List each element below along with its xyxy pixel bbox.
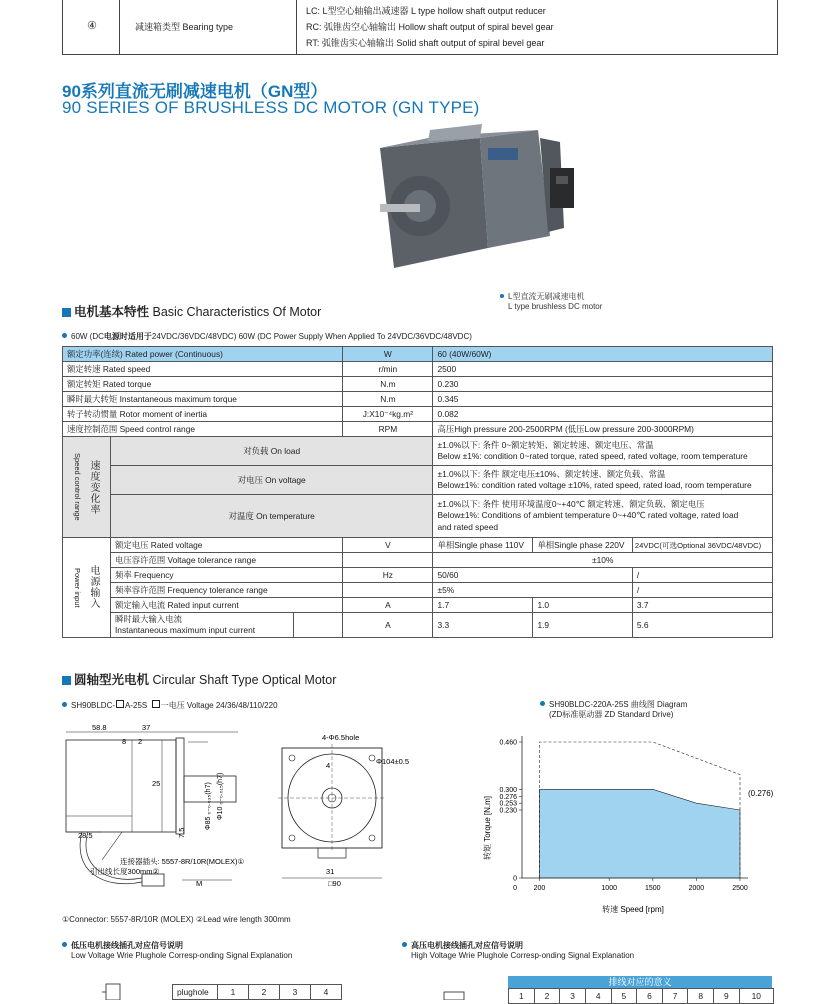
power-group-cell [63,538,111,638]
dim-label: 4-Φ6.5hole [322,733,360,742]
low-signal-table [172,984,342,1000]
col-cell: 5 [611,989,637,1004]
note-a: 60W (DC [71,332,104,341]
value-cell: 1.0 [533,598,632,613]
col-cell: 9 [714,989,740,1004]
box-icon [152,700,160,708]
connector-label: 连接器插头: 5557-8R/10R(MOLEX)① [120,857,245,866]
basic-heading [62,302,321,320]
dim-label: 8 [122,737,127,746]
bullet-icon [62,702,67,707]
bullet-icon [62,333,67,338]
x-tick-label: 2000 [688,885,705,892]
value-cell: 0.082 [433,407,773,422]
unit-cell: J:X10⁻⁴kg.m² [343,407,433,422]
section-square-icon [62,676,71,685]
low-plug-icon [98,980,128,1000]
value-cell: 24VDC(可选Optional 36VDC/48VDC) [632,538,772,553]
col-cell: 10 [739,989,773,1004]
motor-photo [370,108,600,288]
plughole-row [173,985,342,1000]
col-cell: 2 [534,989,560,1004]
power-row [63,598,773,613]
power-label: 电压容许范围 Voltage tolerance range [110,553,342,568]
unit-cell: Hz [343,568,433,583]
power-label: 额定电压 Rated voltage [110,538,342,553]
row-number: ④ [87,20,97,32]
power-label: 频率容许范围 Frequency tolerance range [110,583,342,598]
value-cell: ±5% [433,583,632,598]
col-cell: 2 [249,985,280,1000]
dim-label: Φ104±0.5 [376,757,410,766]
value-cell: ±10% [433,553,773,568]
bearing-type-table [62,0,778,55]
dim-label: 31 [326,867,335,876]
y-axis-label: 转矩 Torque [N.m] [483,795,492,861]
value-cell: 单相Single phase 220V [533,538,632,553]
signal-low-title: 低压电机接线插孔对应信号说明 Low Voltage Wrie Plughole Corresp-onding Signal Explanation [62,941,292,961]
unit-cell: N.m [343,377,433,392]
value-cell: 5.6 [632,613,772,638]
power-label: 频率 Frequency [110,568,342,583]
note-b: 电源时适用于 [103,332,152,341]
y-tick-label: 0.253 [499,800,517,808]
caption-cn: L型直流无刷减速电机 [508,292,585,301]
drawing-footnote: ①Connector: 5557-8R/10R (MOLEX) ②Lead wire length 300mm [62,915,291,924]
chart-plot [499,736,748,892]
unit-cell: A [343,613,433,638]
side-label: (0.276) [748,789,774,798]
dim-label: 25 [152,779,161,788]
x-tick-label: 2500 [732,885,748,892]
param-cell: 转子转动惯量 Rotor moment of inertia [63,407,343,422]
col-cell: 1 [509,989,535,1004]
dim-label: 37 [142,723,151,732]
param-cell: 额定转矩 Rated torque [63,377,343,392]
unit-cell [343,583,433,598]
y-tick-label: 0.300 [499,786,517,794]
value-cell: 单相Single phase 110V [433,538,533,553]
bearing-option: RT: 弧锥齿实心轴输出 Solid shaft output of spiral bevel gear [306,38,545,48]
speed-label-cell: 对电压 On voltage [110,466,433,495]
high-signal-table [508,988,774,1004]
dim-label: 7.5 [177,827,186,838]
origin-label: 0 [513,885,517,892]
value-cell: 0.230 [433,377,773,392]
y-tick-label: 0.460 [499,739,517,747]
title-en: 90 SERIES OF BRUSHLESS DC MOTOR (GN TYPE) [62,98,480,117]
col-cell: 3 [280,985,311,1000]
dim-label: 28.5 [78,831,93,840]
high-plug-icon [440,990,470,1000]
heading-en: Circular Shaft Type Optical Motor [152,673,337,687]
signal-high-title: 高压电机接线插孔对应信号说明 High Voltage Wrie Plughole Corresp-onding Signal Explanation [402,941,634,961]
title-cn: 90系列直流无刷减速电机（GN型） [62,82,328,101]
unit-cell: A [343,598,433,613]
lead-label: 引出线长度300mm② [90,867,160,876]
bullet-icon [540,701,545,706]
x-tick-label: 1500 [645,885,661,892]
speed-value-cell: ±1.0%以下: 条件 0~额定转矩、额定转速、额定电压、常温 Below ±1%: condition 0~rated torque, rated speed, rated voltage, room temperature [433,437,773,466]
col-cell: 3 [560,989,586,1004]
speed-group-en: Speed control range [72,453,82,521]
heading-cn: 电机基本特性 [74,305,150,319]
photo-caption [500,292,602,312]
dim-label: Φ10 ₀₋₀.₀₁₅(h7) [217,772,224,820]
continuous-area [539,789,740,878]
speed-row [63,466,773,495]
speed-label-cell: 对负载 On load [110,437,433,466]
power-row [63,553,773,568]
y-tick-label: 0.230 [499,807,517,815]
divider [119,0,120,54]
unit-cell: N.m [343,392,433,407]
value-cell: 50/60 [433,568,632,583]
spec-row [63,362,773,377]
power-group-cn: 电源输入 [87,565,99,610]
section-square-icon [62,308,71,317]
plughole-row [509,989,774,1004]
col-cell: 8 [688,989,714,1004]
spec-row [63,422,773,437]
front-view-drawing [268,728,418,888]
spec-row [63,407,773,422]
value-cell: 高压High pressure 200-2500RPM (低压Low pressure 200-3000RPM) [433,422,773,437]
col-cell: 6 [637,989,663,1004]
power-row [63,568,773,583]
param-cell: 瞬时最大转矩 Instantaneous maximum torque [63,392,343,407]
unit-cell: V [343,538,433,553]
bearing-option: RC: 弧锥齿空心轴输出 Hollow shaft output of spiral bevel gear [306,22,554,32]
value-cell: 60 (40W/60W) [433,347,773,362]
model-line: SH90BLDC- A-25S 一电压 Voltage 24/36/48/110/220 [62,700,278,711]
dim-label: 2 [138,737,143,746]
value-cell: 0.345 [433,392,773,407]
power-note [62,332,472,342]
bearing-type-label: 减速箱类型 Bearing type [135,22,234,32]
dim-label: 58.8 [92,723,107,732]
dim-label: M [196,879,203,888]
col-cell: 7 [662,989,688,1004]
param-cell: 额定功率(连续) Rated power (Continuous) [63,347,343,362]
col-cell: 1 [218,985,249,1000]
unit-cell: r/min [343,362,433,377]
speed-value-cell: ±1.0%以下: 条件 使用环境温度0~+40℃ 额定转速、额定负载、额定电压 Below±1%: Conditions of ambient temperature 0~+40℃ rated voltage, rated load and rated speed [433,495,773,538]
param-cell: 速度控制范围 Speed control range [63,422,343,437]
power-row [63,613,773,638]
col-cell: 4 [585,989,611,1004]
bearing-option: LC: L型空心轴输出减速器 L type hollow shaft output reducer [306,6,546,16]
circular-heading [62,670,336,688]
box-icon [116,700,124,708]
heading-en: Basic Characteristics Of Motor [152,305,322,319]
speed-label-cell: 对温度 On temperature [110,495,433,538]
bullet-icon [500,294,504,298]
col-cell: 4 [311,985,342,1000]
curve-title: SH90BLDC-220A-25S 曲线图 Diagram (ZD标准驱动器 ZD Standard Drive) [540,700,687,720]
value-cell: 1.7 [433,598,533,613]
speed-row [63,437,773,466]
value-cell: / [632,568,772,583]
note-c: 24VDC/36VDC/48VDC) 60W (DC Power Supply When Applied To 24VDC/36VDC/48VDC) [151,332,472,341]
y-tick-label: 0 [513,875,517,883]
value-cell: / [632,583,772,598]
value-cell: 2500 [433,362,773,377]
x-tick-label: 1000 [601,885,617,892]
spec-row [63,392,773,407]
dim-label: 4 [326,761,331,770]
x-tick-label: 200 [533,885,546,892]
unit-cell: RPM [343,422,433,437]
speed-group-cell [63,437,111,538]
torque-chart [478,728,778,918]
spec-row [63,347,773,362]
spec-row [63,377,773,392]
speed-row [63,495,773,538]
side-view-drawing [62,720,262,910]
power-label: 瞬时最大输入电流 Instantaneous maximum input current [110,613,293,638]
dim-label: Φ85 ₀₋₀.₀₃₅(h7) [205,782,212,830]
value-cell: 3.3 [433,613,533,638]
power-row [63,583,773,598]
spec-table [62,346,773,638]
col-head: plughole [173,985,218,1000]
speed-group-cn: 速度变化率 [87,459,99,515]
speed-value-cell: ±1.0%以下: 条件 额定电压±10%、额定转速、额定负载、常温 Below±1%: condition rated voltage ±10%, rated speed, rated load, room temperature [433,466,773,495]
divider [296,0,297,54]
value-cell: 3.7 [632,598,772,613]
high-signal-banner: 排线对应的意义 [508,976,772,988]
y-tick-label: 0.276 [499,793,517,801]
value-cell: 1.9 [533,613,632,638]
x-axis-label: 转速 Speed [rpm] [602,905,664,914]
caption-en: L type brushless DC motor [508,302,603,311]
unit-cell [343,553,433,568]
dim-label: □90 [328,879,341,888]
unit-cell: W [343,347,433,362]
power-row [63,538,773,553]
blank-cell [294,613,343,638]
power-label: 额定输入电流 Rated input current [110,598,342,613]
param-cell: 额定转速 Rated speed [63,362,343,377]
heading-cn: 圆轴型光电机 [74,673,150,687]
bullet-icon [62,942,67,947]
bullet-icon [402,942,407,947]
power-group-en: Power input [72,567,82,608]
